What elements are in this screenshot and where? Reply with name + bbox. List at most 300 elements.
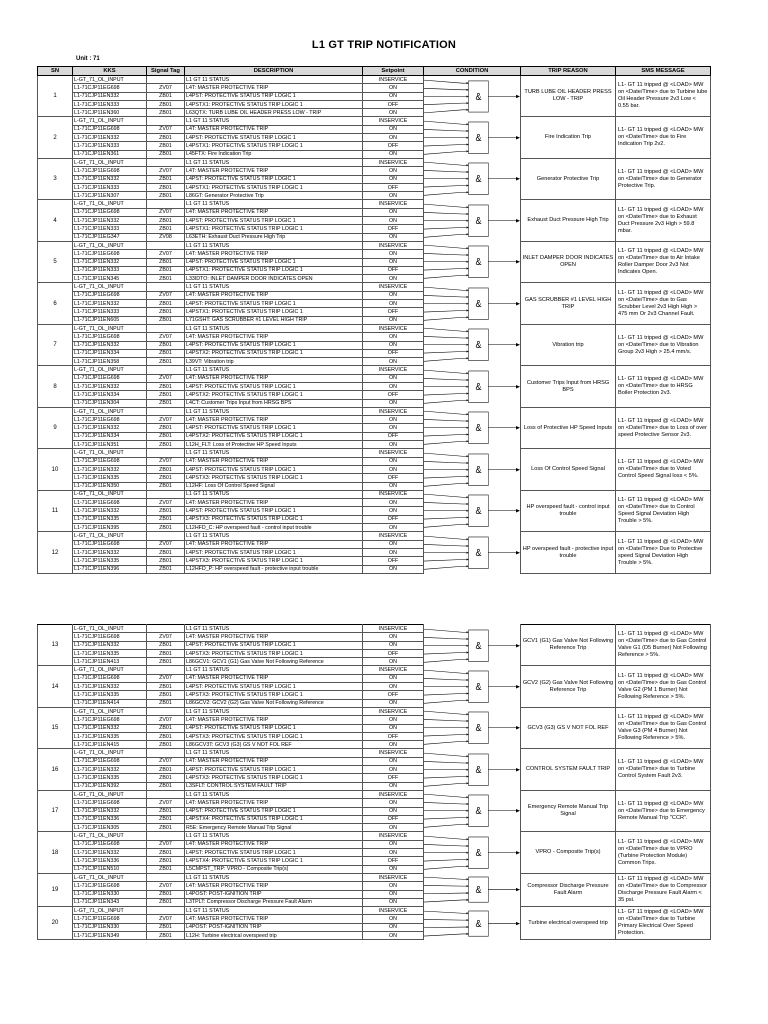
description-cell: L4PST: PROTECTIVE STATUS TRIP LOGIC 1 bbox=[185, 724, 363, 732]
condition-logic-diagram bbox=[424, 366, 520, 407]
description-cell: L4T: MASTER PROTECTIVE TRIP bbox=[185, 250, 363, 258]
setpoint-cell: ON bbox=[363, 548, 424, 556]
trip-reason-cell: Fire Indication Trip bbox=[521, 117, 616, 158]
kks-cell: L1-71CJP11EN350 bbox=[73, 482, 147, 490]
arrow-head-icon bbox=[467, 261, 469, 263]
signal-tag-cell: ZB01 bbox=[147, 482, 185, 490]
condition-input-line bbox=[424, 163, 469, 166]
arrow-head-icon bbox=[467, 213, 469, 215]
kks-cell: L1-71CJP11EG698 bbox=[73, 499, 147, 507]
setpoint-cell: ON bbox=[363, 233, 424, 241]
arrow-head-icon bbox=[467, 178, 469, 180]
setpoint-cell: ON bbox=[363, 683, 424, 691]
signal-tag-cell: ZV07 bbox=[147, 374, 185, 382]
description-cell: L4PSTX3: PROTECTIVE STATUS TRIP LOGIC 1 bbox=[185, 557, 363, 565]
and-gate-symbol: & bbox=[475, 547, 482, 560]
kks-cell: L1-71CJP11EG698 bbox=[73, 757, 147, 765]
signal-tag-cell: ZB01 bbox=[147, 724, 185, 732]
condition-logic-diagram bbox=[424, 873, 520, 906]
sms-message-cell: L1- GT 11 tripped @ <LOAD> MW on <Date/Time> due to Vibration Group 2v3 High > 25.4 mm/s. bbox=[616, 324, 711, 365]
signal-tag-cell: ZV07 bbox=[147, 250, 185, 258]
setpoint-cell: OFF bbox=[363, 225, 424, 233]
condition-input-line bbox=[424, 227, 469, 229]
condition-input-line bbox=[424, 783, 469, 786]
and-gate-symbol: & bbox=[475, 764, 482, 777]
sms-message-cell: L1- GT 11 tripped @ <LOAD> MW on <Date/Time> due to Voted Control Speed Signal loss < 5%. bbox=[616, 449, 711, 490]
signal-tag-cell: ZB01 bbox=[147, 441, 185, 449]
description-cell: L4PST: PROTECTIVE STATUS TRIP LOGIC 1 bbox=[185, 382, 363, 390]
description-cell: L4CT: Customer Trips Input from HRSG BPS bbox=[185, 399, 363, 407]
kks-cell: L1-71CJP11EN332 bbox=[73, 507, 147, 515]
setpoint-cell: ON bbox=[363, 699, 424, 707]
table-row bbox=[38, 449, 711, 457]
arrow-head-icon bbox=[467, 248, 469, 250]
kks-cell: L1-71CJP11EN332 bbox=[73, 300, 147, 308]
kks-cell: L1-71CJP11EN395 bbox=[73, 524, 147, 532]
kks-cell: L1-71CJP11EN335 bbox=[73, 649, 147, 657]
arrow-head-icon bbox=[467, 351, 469, 353]
sms-message-cell: L1- GT 11 tripped @ <LOAD> MW on <Date/Time> due to Gas Control Valve G2 (PM 1 Burner) Not Following Reference > 5%. bbox=[616, 666, 711, 707]
condition-input-line bbox=[424, 329, 469, 332]
condition-logic-diagram bbox=[424, 283, 520, 324]
setpoint-cell: ON bbox=[363, 741, 424, 749]
serial-number-cell: 18 bbox=[38, 832, 73, 873]
description-cell: L4T: MASTER PROTECTIVE TRIP bbox=[185, 915, 363, 923]
condition-input-line bbox=[424, 776, 469, 778]
and-gate-symbol: & bbox=[475, 884, 482, 897]
and-gate-symbol: & bbox=[475, 918, 482, 930]
arrow-head-icon bbox=[467, 337, 469, 339]
signal-tag-cell: ZB01 bbox=[147, 142, 185, 150]
and-gate-symbol: & bbox=[475, 215, 482, 228]
kks-cell: L1-71CJP11EN332 bbox=[73, 807, 147, 815]
arrow-head-icon bbox=[467, 838, 469, 840]
description-cell: L4PSTX4: PROTECTIVE STATUS TRIP LOGIC 1 bbox=[185, 815, 363, 823]
arrow-head-icon bbox=[516, 426, 520, 429]
kks-cell: L1-71CJP11EN333 bbox=[73, 308, 147, 316]
kks-cell: L1-71CJP11EN336 bbox=[73, 857, 147, 865]
signal-tag-cell: ZV07 bbox=[147, 633, 185, 641]
condition-logic-diagram bbox=[424, 200, 520, 241]
kks-cell: L1-71CJP11EN334 bbox=[73, 391, 147, 399]
signal-tag-cell: ZB01 bbox=[147, 515, 185, 523]
arrow-head-icon bbox=[516, 888, 520, 891]
condition-input-line bbox=[424, 171, 469, 173]
arrow-head-icon bbox=[467, 379, 469, 381]
kks-cell: L1-71CJP11EN335 bbox=[73, 557, 147, 565]
condition-logic-diagram bbox=[424, 117, 520, 158]
description-cell: L71GSHT: GAS SCRUBBER #1 LEVEL HIGH TRIP bbox=[185, 316, 363, 324]
setpoint-cell: ON bbox=[363, 134, 424, 142]
arrow-head-icon bbox=[467, 475, 469, 477]
condition-input-line bbox=[424, 144, 469, 146]
kks-cell: L1-71CJP11EN332 bbox=[73, 641, 147, 649]
kks-cell: L1-71CJP11EN333 bbox=[73, 100, 147, 108]
condition-input-line bbox=[424, 503, 469, 505]
kks-cell: L1-71CJP11EN392 bbox=[73, 782, 147, 790]
setpoint-cell: ON bbox=[363, 807, 424, 815]
setpoint-cell: ON bbox=[363, 840, 424, 848]
description-cell: L1 GT 11 STATUS bbox=[185, 283, 363, 291]
arrow-head-icon bbox=[467, 637, 469, 639]
kks-cell: L1-71CJP11EN332 bbox=[73, 465, 147, 473]
signal-tag-cell: ZB01 bbox=[147, 548, 185, 556]
kks-cell: L1-71CJP11EG698 bbox=[73, 840, 147, 848]
kks-cell: L1-71CJP11EG698 bbox=[73, 915, 147, 923]
description-cell: L4PST: PROTECTIVE STATUS TRIP LOGIC 1 bbox=[185, 258, 363, 266]
condition-logic-diagram bbox=[424, 324, 520, 365]
and-gate-symbol: & bbox=[475, 91, 482, 104]
and-gate-symbol: & bbox=[475, 422, 482, 435]
condition-input-line bbox=[424, 193, 469, 196]
condition-input-line bbox=[424, 269, 469, 271]
condition-input-line bbox=[424, 836, 469, 839]
kks-cell: L1-71CJP11EG698 bbox=[73, 416, 147, 424]
signal-tag-cell: ZB01 bbox=[147, 699, 185, 707]
description-cell: L4PST: PROTECTIVE STATUS TRIP LOGIC 1 bbox=[185, 507, 363, 515]
description-cell: L4PSTX3: PROTECTIVE STATUS TRIP LOGIC 1 bbox=[185, 515, 363, 523]
signal-tag-cell: ZB01 bbox=[147, 349, 185, 357]
condition-input-line bbox=[424, 295, 469, 297]
signal-tag-cell: ZB01 bbox=[147, 382, 185, 390]
kks-cell: L1-71CJP11EG347 bbox=[73, 233, 147, 241]
header-signal-tag: Signal Tag bbox=[147, 67, 185, 76]
setpoint-cell: INSERVICE bbox=[363, 117, 424, 125]
signal-tag-cell: ZB01 bbox=[147, 766, 185, 774]
condition-input-line bbox=[424, 204, 469, 207]
arrow-head-icon bbox=[467, 762, 469, 764]
serial-number-cell: 16 bbox=[38, 749, 73, 790]
arrow-head-icon bbox=[516, 95, 520, 98]
arrow-head-icon bbox=[467, 845, 469, 847]
setpoint-cell: ON bbox=[363, 641, 424, 649]
setpoint-cell: ON bbox=[363, 150, 424, 158]
signal-tag-cell: ZV07 bbox=[147, 799, 185, 807]
kks-cell: L1-71CJP11EN360 bbox=[73, 109, 147, 117]
description-cell: L4PSTX1: PROTECTIVE STATUS TRIP LOGIC 1 bbox=[185, 225, 363, 233]
arrow-head-icon bbox=[516, 809, 520, 812]
table-row bbox=[38, 490, 711, 498]
description-cell: L1 GT 11 STATUS bbox=[185, 324, 363, 332]
arrow-head-icon bbox=[467, 932, 469, 934]
kks-cell: L1-71CJP11EG698 bbox=[73, 674, 147, 682]
description-cell: L1 GT 11 STATUS bbox=[185, 873, 363, 881]
condition-input-line bbox=[424, 518, 469, 520]
condition-input-line bbox=[424, 461, 469, 463]
setpoint-cell: ON bbox=[363, 524, 424, 532]
condition-logic-diagram bbox=[424, 449, 520, 490]
serial-number-cell: 8 bbox=[38, 366, 73, 407]
condition-input-line bbox=[424, 412, 469, 415]
setpoint-cell: OFF bbox=[363, 308, 424, 316]
arrow-head-icon bbox=[467, 817, 469, 819]
condition-input-line bbox=[424, 678, 469, 680]
condition-input-line bbox=[424, 246, 469, 249]
setpoint-cell: ON bbox=[363, 716, 424, 724]
signal-tag-cell bbox=[147, 283, 185, 291]
arrow-head-icon bbox=[467, 143, 469, 145]
setpoint-cell: ON bbox=[363, 890, 424, 898]
setpoint-cell: OFF bbox=[363, 183, 424, 191]
condition-input-line bbox=[424, 795, 469, 798]
and-gate-symbol: & bbox=[475, 257, 482, 269]
signal-tag-cell: ZB01 bbox=[147, 807, 185, 815]
header-sn: SN bbox=[38, 67, 73, 76]
kks-cell: L1-71CJP11EG698 bbox=[73, 374, 147, 382]
and-gate-symbol: & bbox=[475, 132, 482, 145]
arrow-head-icon bbox=[467, 344, 469, 346]
condition-logic-diagram bbox=[424, 707, 520, 748]
kks-cell: L1-71CJP11EN351 bbox=[73, 441, 147, 449]
setpoint-cell: OFF bbox=[363, 391, 424, 399]
condition-cell bbox=[424, 873, 521, 906]
kks-cell: L1-71CJP11EN332 bbox=[73, 548, 147, 556]
description-cell: L4PSTX4: PROTECTIVE STATUS TRIP LOGIC 1 bbox=[185, 857, 363, 865]
arrow-head-icon bbox=[516, 768, 520, 771]
kks-cell: L1-71CJP11EG698 bbox=[73, 208, 147, 216]
description-cell: L4PST: PROTECTIVE STATUS TRIP LOGIC 1 bbox=[185, 548, 363, 556]
setpoint-cell: OFF bbox=[363, 857, 424, 865]
serial-number-cell: 5 bbox=[38, 241, 73, 282]
arrow-head-icon bbox=[467, 658, 469, 660]
condition-logic-diagram bbox=[424, 241, 520, 282]
signal-tag-cell: ZB01 bbox=[147, 741, 185, 749]
description-cell: L4PST: PROTECTIVE STATUS TRIP LOGIC 1 bbox=[185, 766, 363, 774]
signal-tag-cell: ZB01 bbox=[147, 308, 185, 316]
description-cell: L4T: MASTER PROTECTIVE TRIP bbox=[185, 457, 363, 465]
kks-cell: L1-71CJP11EN361 bbox=[73, 150, 147, 158]
and-gate-symbol: & bbox=[475, 723, 482, 735]
serial-number-cell: 6 bbox=[38, 283, 73, 324]
setpoint-cell: ON bbox=[363, 258, 424, 266]
signal-tag-cell: ZB01 bbox=[147, 849, 185, 857]
setpoint-cell: INSERVICE bbox=[363, 490, 424, 498]
setpoint-cell: ON bbox=[363, 931, 424, 939]
kks-cell: L-GT_71_OL_INPUT bbox=[73, 907, 147, 915]
serial-number-cell: 11 bbox=[38, 490, 73, 531]
kks-cell: L1-71CJP11EN343 bbox=[73, 898, 147, 906]
description-cell: L4PST: PROTECTIVE STATUS TRIP LOGIC 1 bbox=[185, 465, 363, 473]
description-cell: L4T: MASTER PROTECTIVE TRIP bbox=[185, 840, 363, 848]
description-cell: L1 GT 11 STATUS bbox=[185, 200, 363, 208]
setpoint-cell: OFF bbox=[363, 732, 424, 740]
signal-tag-cell: ZB01 bbox=[147, 691, 185, 699]
setpoint-cell: ON bbox=[363, 192, 424, 200]
setpoint-cell: ON bbox=[363, 358, 424, 366]
kks-cell: L1-71CJP11EN332 bbox=[73, 424, 147, 432]
description-cell: L12HF: Loss Of Control Speed Signal bbox=[185, 482, 363, 490]
kks-cell: L1-71CJP11EN332 bbox=[73, 175, 147, 183]
condition-input-line bbox=[424, 735, 469, 737]
setpoint-cell: ON bbox=[363, 724, 424, 732]
trip-reason-cell: Turbine electrical overspeed trip bbox=[521, 907, 616, 940]
condition-logic-diagram bbox=[424, 832, 520, 873]
kks-cell: L-GT_71_OL_INPUT bbox=[73, 625, 147, 633]
setpoint-cell: INSERVICE bbox=[363, 324, 424, 332]
kks-cell: L1-71CJP11EN358 bbox=[73, 358, 147, 366]
signal-tag-cell bbox=[147, 790, 185, 798]
description-cell: L12H: Turbine electrical overspeed trip bbox=[185, 931, 363, 939]
arrow-head-icon bbox=[467, 692, 469, 694]
description-cell: L33IDTO: INLET DAMPER DOOR INDICATES OPEN bbox=[185, 275, 363, 283]
arrow-head-icon bbox=[467, 192, 469, 194]
description-cell: L1 GT 11 STATUS bbox=[185, 790, 363, 798]
kks-cell: L1-71CJP11EN333 bbox=[73, 225, 147, 233]
arrow-head-icon bbox=[467, 517, 469, 519]
description-cell: L4PST: PROTECTIVE STATUS TRIP LOGIC 1 bbox=[185, 300, 363, 308]
condition-input-line bbox=[424, 442, 469, 445]
trip-reason-cell: VPRO - Composite Trip(s) bbox=[521, 832, 616, 873]
serial-number-cell: 14 bbox=[38, 666, 73, 707]
arrow-head-icon bbox=[467, 523, 469, 525]
arrow-head-icon bbox=[467, 565, 469, 567]
description-cell: L4T: MASTER PROTECTIVE TRIP bbox=[185, 633, 363, 641]
arrow-head-icon bbox=[467, 82, 469, 84]
signal-tag-cell: ZB01 bbox=[147, 391, 185, 399]
setpoint-cell: ON bbox=[363, 658, 424, 666]
signal-tag-cell bbox=[147, 749, 185, 757]
description-cell: L4PSTX3: PROTECTIVE STATUS TRIP LOGIC 1 bbox=[185, 774, 363, 782]
kks-cell: L-GT_71_OL_INPUT bbox=[73, 366, 147, 374]
kks-cell: L1-71CJP11EN332 bbox=[73, 766, 147, 774]
condition-input-line bbox=[424, 693, 469, 695]
setpoint-cell: ON bbox=[363, 674, 424, 682]
condition-cell bbox=[424, 76, 521, 117]
condition-input-line bbox=[424, 337, 469, 339]
setpoint-cell: ON bbox=[363, 824, 424, 832]
signal-tag-cell: ZV07 bbox=[147, 416, 185, 424]
setpoint-cell: ON bbox=[363, 175, 424, 183]
condition-input-line bbox=[424, 525, 469, 528]
arrow-head-icon bbox=[467, 797, 469, 799]
sms-message-cell: L1- GT 11 tripped @ <LOAD> MW on <Date/Time> due to VPRO (Turbine Protection Module) Common Trips. bbox=[616, 832, 711, 873]
signal-tag-cell: ZB01 bbox=[147, 192, 185, 200]
signal-tag-cell: ZV07 bbox=[147, 125, 185, 133]
header-sms-message: SMS MESSAGE bbox=[616, 67, 711, 76]
and-gate-symbol: & bbox=[475, 464, 482, 477]
and-gate-symbol: & bbox=[475, 505, 482, 518]
description-cell: L4POST: POST-IGNITION TRIP bbox=[185, 890, 363, 898]
signal-tag-cell: ZV07 bbox=[147, 499, 185, 507]
signal-tag-cell: ZB01 bbox=[147, 732, 185, 740]
arrow-head-icon bbox=[516, 551, 520, 554]
setpoint-cell: ON bbox=[363, 382, 424, 390]
arrow-head-icon bbox=[516, 468, 520, 471]
kks-cell: L1-71CJP11EN332 bbox=[73, 341, 147, 349]
serial-number-cell: 7 bbox=[38, 324, 73, 365]
description-cell: L4T: MASTER PROTECTIVE TRIP bbox=[185, 716, 363, 724]
kks-cell: L1-71CJP11EN396 bbox=[73, 565, 147, 573]
kks-cell: L1-71CJP11EN330 bbox=[73, 923, 147, 931]
signal-tag-cell: ZV07 bbox=[147, 674, 185, 682]
table-row bbox=[38, 407, 711, 415]
condition-input-line bbox=[424, 420, 469, 422]
description-cell: L4PSTX3: PROTECTIVE STATUS TRIP LOGIC 1 bbox=[185, 732, 363, 740]
description-cell: L4T: MASTER PROTECTIVE TRIP bbox=[185, 291, 363, 299]
condition-input-line bbox=[424, 276, 469, 279]
and-gate-symbol: & bbox=[475, 381, 482, 394]
signal-tag-cell: ZB01 bbox=[147, 225, 185, 233]
setpoint-cell: INSERVICE bbox=[363, 200, 424, 208]
kks-cell: L1-71CJP11EN332 bbox=[73, 134, 147, 142]
setpoint-cell: ON bbox=[363, 633, 424, 641]
description-cell: L4PST: PROTECTIVE STATUS TRIP LOGIC 1 bbox=[185, 341, 363, 349]
description-cell: L4PSTX1: PROTECTIVE STATUS TRIP LOGIC 1 bbox=[185, 142, 363, 150]
signal-tag-cell: ZB01 bbox=[147, 175, 185, 183]
kks-cell: L1-71CJP11EN332 bbox=[73, 258, 147, 266]
trip-reason-cell: GAS SCRUBBER #1 LEVEL HIGH TRIP bbox=[521, 283, 616, 324]
description-cell: L4POST: POST-IGNITION TRIP bbox=[185, 923, 363, 931]
table-row bbox=[38, 832, 711, 840]
arrow-head-icon bbox=[467, 89, 469, 91]
kks-cell: L-GT_71_OL_INPUT bbox=[73, 76, 147, 84]
kks-cell: L1-71CJP11EN336 bbox=[73, 815, 147, 823]
signal-tag-cell: ZV07 bbox=[147, 540, 185, 548]
table-row bbox=[38, 76, 711, 84]
condition-input-line bbox=[424, 476, 469, 478]
kks-cell: L1-71CJP11EN330 bbox=[73, 890, 147, 898]
arrow-head-icon bbox=[467, 309, 469, 311]
setpoint-cell: ON bbox=[363, 499, 424, 507]
trip-reason-cell: CONTROL SYSTEM FAULT TRIP bbox=[521, 749, 616, 790]
header-trip-reason: TRIP REASON bbox=[521, 67, 616, 76]
signal-tag-cell: ZB01 bbox=[147, 898, 185, 906]
signal-tag-cell: ZV08 bbox=[147, 233, 185, 241]
arrow-head-icon bbox=[467, 165, 469, 167]
arrow-head-icon bbox=[467, 885, 469, 887]
condition-cell bbox=[424, 407, 521, 448]
setpoint-cell: ON bbox=[363, 291, 424, 299]
condition-input-line bbox=[424, 80, 469, 83]
and-gate-symbol: & bbox=[475, 340, 482, 352]
condition-input-line bbox=[424, 435, 469, 437]
condition-input-line bbox=[424, 393, 469, 395]
arrow-head-icon bbox=[467, 892, 469, 894]
description-cell: L4T: MASTER PROTECTIVE TRIP bbox=[185, 540, 363, 548]
condition-input-line bbox=[424, 317, 469, 320]
trip-reason-cell: TURB LUBE OIL HEADER PRESS LOW - TRIP bbox=[521, 76, 616, 117]
arrow-head-icon bbox=[467, 720, 469, 722]
setpoint-cell: INSERVICE bbox=[363, 625, 424, 633]
signal-tag-cell bbox=[147, 832, 185, 840]
arrow-head-icon bbox=[467, 171, 469, 173]
kks-cell: L1-71CJP11EG698 bbox=[73, 250, 147, 258]
condition-cell bbox=[424, 907, 521, 940]
condition-input-line bbox=[424, 844, 469, 846]
kks-cell: L1-71CJP11EN335 bbox=[73, 732, 147, 740]
setpoint-cell: INSERVICE bbox=[363, 707, 424, 715]
table-row bbox=[38, 324, 711, 332]
condition-input-line bbox=[424, 893, 469, 894]
and-gate-symbol: & bbox=[475, 681, 482, 694]
description-cell: L4PSTX2: PROTECTIVE STATUS TRIP LOGIC 1 bbox=[185, 349, 363, 357]
signal-tag-cell: ZB01 bbox=[147, 474, 185, 482]
condition-cell bbox=[424, 366, 521, 407]
signal-tag-cell bbox=[147, 366, 185, 374]
description-cell: L4PSTX1: PROTECTIVE STATUS TRIP LOGIC 1 bbox=[185, 100, 363, 108]
trip-reason-cell: GCV3 (G3) GS V NOT FOL REF bbox=[521, 707, 616, 748]
condition-input-line bbox=[424, 352, 469, 354]
description-cell: L4PSTX3: PROTECTIVE STATUS TRIP LOGIC 1 bbox=[185, 649, 363, 657]
document-title: L1 GT TRIP NOTIFICATION bbox=[311, 39, 457, 51]
description-cell: L1 GT 11 STATUS bbox=[185, 625, 363, 633]
kks-cell: L1-71CJP11EN335 bbox=[73, 515, 147, 523]
condition-input-line bbox=[424, 659, 469, 662]
description-cell: L45FTX: Fire Indication Trip bbox=[185, 150, 363, 158]
and-gate-symbol: & bbox=[475, 298, 482, 311]
arrow-head-icon bbox=[467, 455, 469, 457]
signal-tag-cell bbox=[147, 449, 185, 457]
